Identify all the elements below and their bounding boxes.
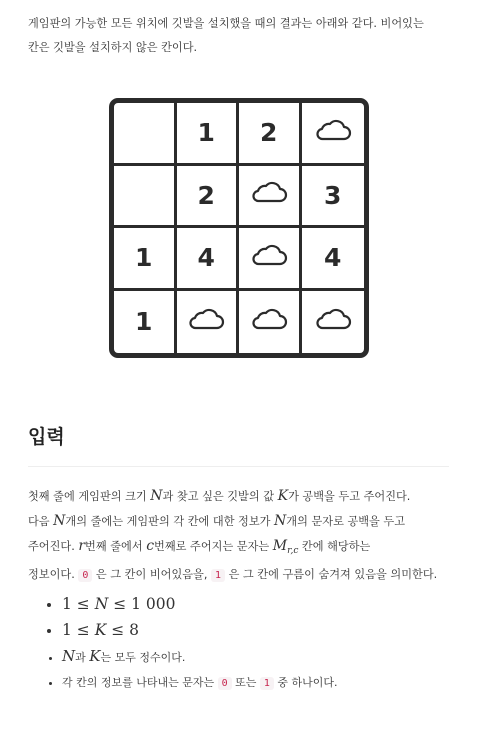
text: 번째 줄에서 bbox=[85, 540, 147, 553]
cloud-icon bbox=[250, 180, 288, 210]
cloud-icon bbox=[314, 118, 352, 148]
inline-code: 0 bbox=[78, 569, 92, 582]
text: 개의 줄에는 게임판의 각 칸에 대한 정보가 bbox=[65, 515, 275, 528]
cloud-icon bbox=[187, 307, 225, 337]
text: ≤ 1 000 bbox=[108, 595, 176, 613]
input-line-3 bbox=[28, 534, 453, 563]
text: 는 모두 정수이다. bbox=[100, 651, 186, 664]
text: 정보이다. bbox=[28, 568, 79, 582]
cell-value: 1 bbox=[135, 243, 153, 273]
math-subscript: r,c bbox=[287, 546, 299, 557]
math-var: c bbox=[146, 538, 155, 554]
grid-cell bbox=[177, 228, 240, 291]
inline-code: 1 bbox=[260, 677, 274, 690]
text: 중 하나이다. bbox=[273, 676, 338, 689]
text: 1 ≤ bbox=[62, 595, 95, 613]
grid-cell bbox=[239, 103, 302, 166]
text: 가 공백을 두고 주어진다. bbox=[288, 490, 411, 503]
text: 개의 문자로 공백을 두고 bbox=[286, 515, 406, 528]
input-line-1 bbox=[28, 484, 453, 509]
grid-cell bbox=[114, 228, 177, 291]
math-var: N bbox=[274, 513, 287, 529]
cell-value: 1 bbox=[197, 118, 215, 148]
grid-cell bbox=[114, 291, 177, 354]
text: 칸에 해당하는 bbox=[298, 540, 371, 553]
grid-cell bbox=[302, 166, 365, 229]
text: 주어진다. bbox=[28, 540, 79, 553]
section-title-input: 입력 bbox=[28, 426, 65, 448]
constraint-k-range bbox=[62, 618, 462, 644]
math-var: N bbox=[62, 647, 76, 665]
text: 과 찾고 싶은 깃발의 값 bbox=[162, 490, 278, 503]
constraints-list bbox=[28, 592, 462, 696]
grid-cell bbox=[177, 103, 240, 166]
grid-cell bbox=[114, 103, 177, 166]
grid-cell bbox=[302, 228, 365, 291]
input-description bbox=[28, 484, 453, 588]
input-line-2 bbox=[28, 509, 453, 534]
text: 또는 bbox=[231, 676, 260, 689]
math-var: K bbox=[94, 621, 107, 639]
grid-cell bbox=[239, 291, 302, 354]
text: 첫째 줄에 게임판의 크기 bbox=[28, 490, 151, 503]
text: 다음 bbox=[28, 515, 54, 528]
intro-line-1: 게임판의 가능한 모든 위치에 깃발을 설치했을 때의 결과는 아래와 같다. 비어있는 bbox=[28, 17, 424, 30]
text: ≤ 8 bbox=[106, 621, 139, 639]
grid-cell bbox=[239, 166, 302, 229]
cloud-icon bbox=[314, 307, 352, 337]
math-var: N bbox=[150, 488, 163, 504]
cell-value: 1 bbox=[135, 307, 153, 337]
grid-cell bbox=[177, 166, 240, 229]
grid-cell bbox=[239, 228, 302, 291]
section-divider bbox=[28, 466, 449, 467]
intro-paragraph bbox=[28, 12, 453, 60]
text: 은 그 칸에 구름이 숨겨져 있음을 의미한다. bbox=[225, 568, 438, 582]
math-var: K bbox=[277, 488, 289, 504]
constraint-n-range bbox=[62, 592, 462, 618]
cell-value: 2 bbox=[197, 180, 215, 210]
cell-value: 4 bbox=[324, 243, 342, 273]
cloud-icon bbox=[250, 307, 288, 337]
text: 각 칸의 정보를 나타내는 문자는 bbox=[62, 676, 218, 689]
text: 번째로 주어지는 문자는 bbox=[154, 540, 273, 553]
cell-value: 3 bbox=[324, 180, 342, 210]
grid-cell bbox=[302, 103, 365, 166]
grid-cell bbox=[114, 166, 177, 229]
math-var: r bbox=[78, 538, 86, 554]
inline-code: 0 bbox=[218, 677, 232, 690]
cloud-icon bbox=[250, 243, 288, 273]
text: 과 bbox=[75, 651, 90, 664]
intro-line-2: 칸은 깃발을 설치하지 않은 칸이다. bbox=[28, 41, 198, 54]
math-var: N bbox=[94, 595, 109, 613]
constraint-integers bbox=[62, 644, 462, 670]
math-var: N bbox=[53, 513, 66, 529]
input-line-4 bbox=[28, 563, 453, 588]
game-board-grid bbox=[109, 98, 369, 358]
constraint-chars bbox=[62, 670, 462, 696]
text: 은 그 칸이 비어있음을, bbox=[92, 568, 211, 582]
math-var: K bbox=[89, 647, 101, 665]
grid-cell bbox=[302, 291, 365, 354]
text: 1 ≤ bbox=[62, 621, 95, 639]
cell-value: 2 bbox=[260, 118, 278, 148]
grid-cell bbox=[177, 291, 240, 354]
cell-value: 4 bbox=[197, 243, 215, 273]
inline-code: 1 bbox=[211, 569, 225, 582]
math-var: M bbox=[272, 538, 288, 554]
